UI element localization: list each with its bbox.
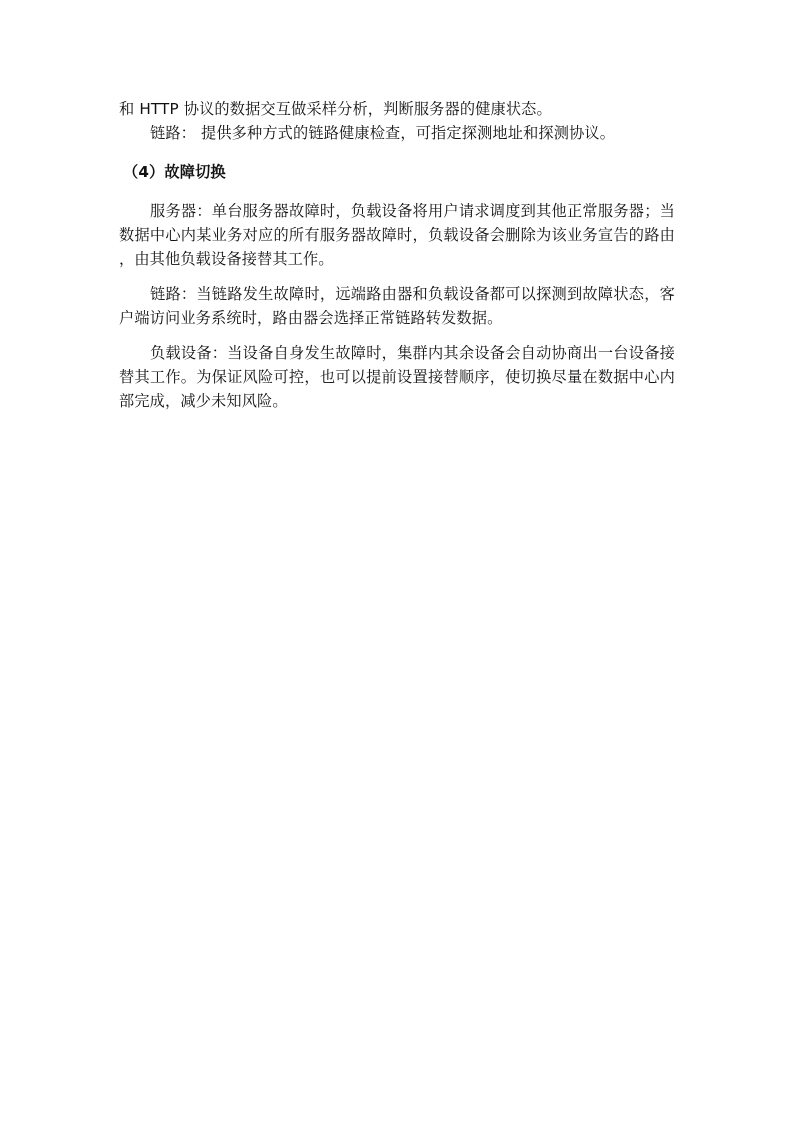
document-body: [119, 97, 675, 413]
paragraph-link-health-check: 链路： 提供多种方式的链路健康检查，可指定探测地址和探测协议。: [150, 124, 616, 142]
paragraph-link-failover: 链路：当链路发生故障时，远端路由器和负载设备都可以探测到故障状态，客户端访问业务系统时，路由器会选择正常链路转发数据。: [119, 285, 675, 327]
paragraph-health-check-continued: 和 HTTP 协议的数据交互做采样分析，判断服务器的健康状态。: [119, 100, 552, 118]
paragraph-device-failover: 负载设备：当设备自身发生故障时，集群内其余设备会自动协商出一台设备接替其工作。为保证风险可控，也可以提前设置接替顺序，使切换尽量在数据中心内部完成，减少未知风险。: [119, 344, 675, 410]
section-heading-failover: （4）故障切换: [123, 163, 226, 181]
paragraph-server-failover: 服务器：单台服务器故障时，负载设备将用户请求调度到其他正常服务器；当数据中心内某业务对应的所有服务器故障时，负载设备会删除为该业务宣告的路由，由其他负载设备接替其工作。: [119, 202, 675, 268]
